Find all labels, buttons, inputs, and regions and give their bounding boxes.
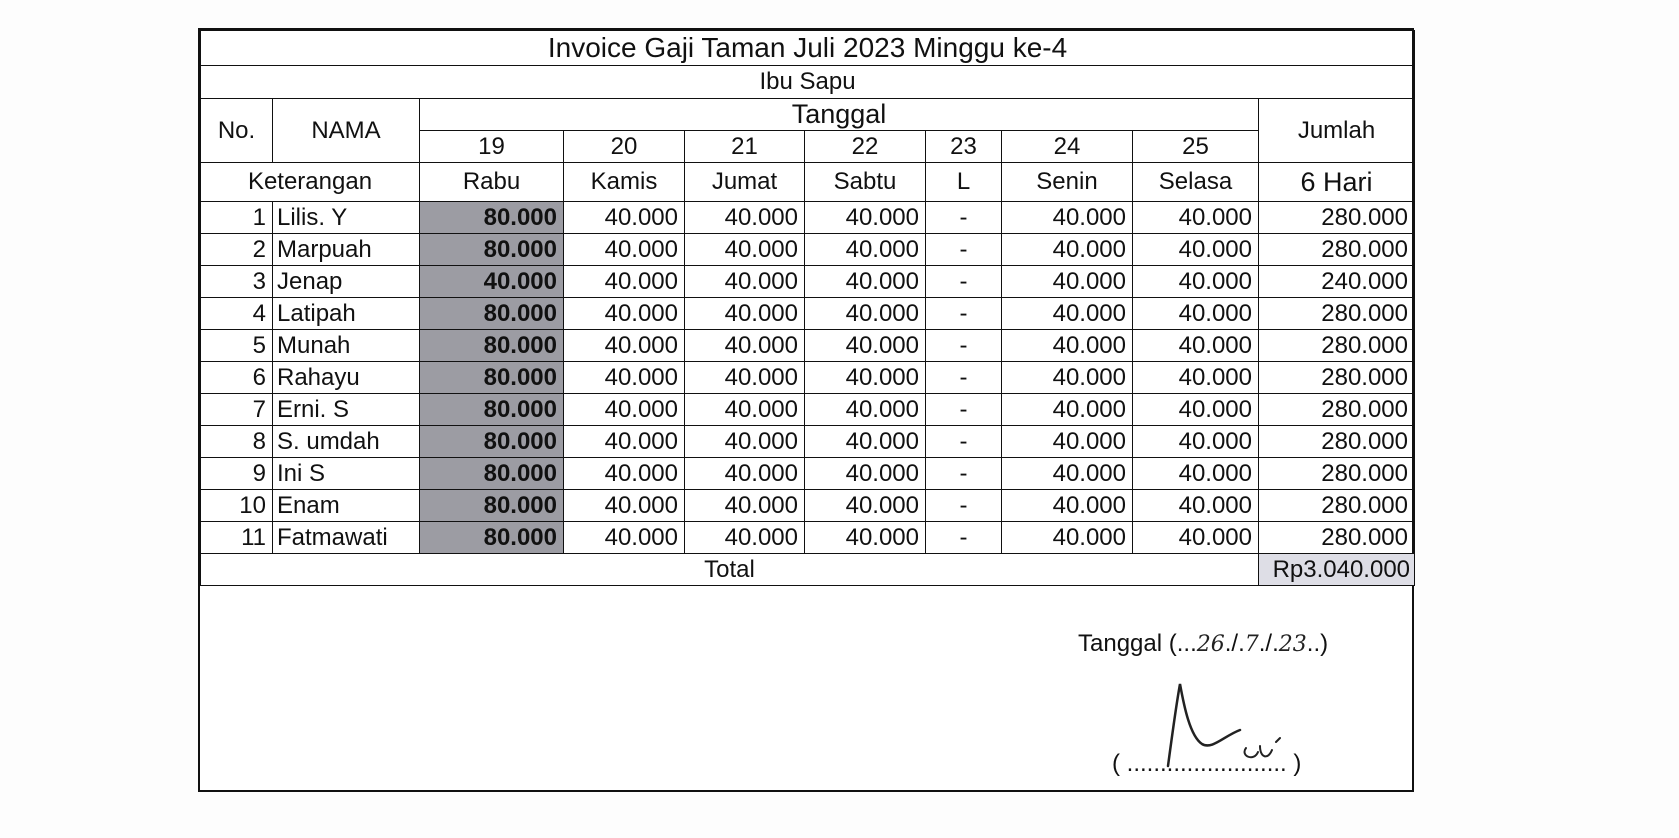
row-value: 80.000 — [420, 426, 564, 458]
row-name: Erni. S — [273, 394, 420, 426]
row-no: 1 — [201, 202, 273, 234]
row-value: 40.000 — [1002, 298, 1133, 330]
row-value: 40.000 — [805, 298, 926, 330]
row-no: 4 — [201, 298, 273, 330]
row-value: - — [926, 458, 1002, 490]
row-value: - — [926, 490, 1002, 522]
row-value: 40.000 — [564, 234, 685, 266]
table-row — [201, 426, 1415, 458]
row-value: 40.000 — [564, 426, 685, 458]
row-value: 40.000 — [685, 490, 805, 522]
row-value: 40.000 — [1002, 522, 1133, 554]
row-total: 280.000 — [1259, 490, 1415, 522]
date-cell-20: 20 — [564, 131, 685, 163]
table-row — [201, 394, 1415, 426]
row-value: 40.000 — [1002, 458, 1133, 490]
row-value: 40.000 — [685, 234, 805, 266]
row-name: Marpuah — [273, 234, 420, 266]
row-value: 40.000 — [805, 202, 926, 234]
row-value: 40.000 — [564, 490, 685, 522]
row-value: 40.000 — [805, 266, 926, 298]
row-name: S. umdah — [273, 426, 420, 458]
row-value: 40.000 — [1002, 202, 1133, 234]
row-value: - — [926, 202, 1002, 234]
row-value: 40.000 — [1133, 426, 1259, 458]
date-cell-25: 25 — [1133, 131, 1259, 163]
footer-date-day: 26 — [1196, 632, 1225, 657]
table-row — [201, 490, 1415, 522]
row-value: 40.000 — [1002, 266, 1133, 298]
row-value: 40.000 — [564, 394, 685, 426]
row-value: 40.000 — [1133, 266, 1259, 298]
date-cell-21: 21 — [685, 131, 805, 163]
row-value: 40.000 — [685, 202, 805, 234]
row-value: 40.000 — [685, 426, 805, 458]
row-total: 280.000 — [1259, 234, 1415, 266]
footer-date-line: Tanggal (...26./.7./.23..) — [1078, 630, 1329, 657]
date-cell-22: 22 — [805, 131, 926, 163]
total-row — [201, 554, 1415, 586]
signer-close-paren: ) — [1293, 750, 1302, 777]
grand-total: Rp3.040.000 — [1259, 554, 1415, 586]
row-no: 11 — [201, 522, 273, 554]
row-value: 40.000 — [1133, 298, 1259, 330]
row-name: Rahayu — [273, 362, 420, 394]
row-total: 280.000 — [1259, 298, 1415, 330]
footer-date-month: 7 — [1244, 632, 1259, 657]
row-name: Latipah — [273, 298, 420, 330]
row-no: 8 — [201, 426, 273, 458]
row-value: 40.000 — [805, 362, 926, 394]
row-value: 40.000 — [564, 458, 685, 490]
invoice-sheet — [198, 28, 1414, 792]
row-value: 40.000 — [1002, 234, 1133, 266]
row-value: 80.000 — [420, 298, 564, 330]
row-value: 40.000 — [685, 458, 805, 490]
row-value: 40.000 — [564, 330, 685, 362]
row-name: Lilis. Y — [273, 202, 420, 234]
days-total-cell: 6 Hari — [1259, 163, 1415, 202]
row-value: 40.000 — [685, 394, 805, 426]
date-cell-24: 24 — [1002, 131, 1133, 163]
day-cell-1: Kamis — [564, 163, 685, 202]
row-value: 40.000 — [1002, 362, 1133, 394]
invoice-subtitle: Ibu Sapu — [201, 66, 1415, 99]
row-name: Enam — [273, 490, 420, 522]
row-value: 40.000 — [564, 202, 685, 234]
row-value: 40.000 — [805, 234, 926, 266]
header-no: No. — [201, 99, 273, 163]
row-name: Ini S — [273, 458, 420, 490]
row-value: 40.000 — [1133, 394, 1259, 426]
row-value: - — [926, 362, 1002, 394]
row-value: 40.000 — [564, 298, 685, 330]
row-total: 280.000 — [1259, 330, 1415, 362]
header-jumlah: Jumlah — [1259, 99, 1415, 163]
row-total: 280.000 — [1259, 362, 1415, 394]
signer-dots: ........................ — [1126, 750, 1287, 777]
row-value: 40.000 — [1133, 458, 1259, 490]
row-value: 40.000 — [1133, 490, 1259, 522]
day-cell-2: Jumat — [685, 163, 805, 202]
row-name: Fatmawati — [273, 522, 420, 554]
table-row — [201, 330, 1415, 362]
row-value: 40.000 — [805, 394, 926, 426]
row-value: 40.000 — [685, 330, 805, 362]
footer-tanggal-label: Tanggal ( — [1078, 630, 1177, 657]
day-cell-0: Rabu — [420, 163, 564, 202]
row-no: 10 — [201, 490, 273, 522]
row-value: 40.000 — [420, 266, 564, 298]
date-cell-19: 19 — [420, 131, 564, 163]
date-cell-23: 23 — [926, 131, 1002, 163]
row-value: 40.000 — [1002, 330, 1133, 362]
invoice-table — [200, 30, 1415, 586]
row-value: 40.000 — [805, 490, 926, 522]
row-value: 40.000 — [1002, 394, 1133, 426]
row-value: 80.000 — [420, 490, 564, 522]
table-row — [201, 362, 1415, 394]
row-value: 80.000 — [420, 458, 564, 490]
row-value: 40.000 — [805, 330, 926, 362]
row-value: 40.000 — [564, 362, 685, 394]
day-cell-6: Selasa — [1133, 163, 1259, 202]
row-total: 280.000 — [1259, 522, 1415, 554]
header-keterangan: Keterangan — [201, 163, 420, 202]
row-value: 40.000 — [685, 298, 805, 330]
row-value: 80.000 — [420, 330, 564, 362]
row-total: 280.000 — [1259, 394, 1415, 426]
row-value: 80.000 — [420, 234, 564, 266]
signer-line — [1112, 750, 1301, 778]
row-value: 40.000 — [805, 426, 926, 458]
row-value: - — [926, 266, 1002, 298]
table-row — [201, 266, 1415, 298]
total-label: Total — [201, 554, 1259, 586]
row-no: 3 — [201, 266, 273, 298]
footer-date-year: 23 — [1278, 632, 1307, 657]
row-value: 80.000 — [420, 202, 564, 234]
row-value: - — [926, 426, 1002, 458]
row-total: 280.000 — [1259, 426, 1415, 458]
invoice-title: Invoice Gaji Taman Juli 2023 Minggu ke-4 — [201, 31, 1415, 66]
row-value: 40.000 — [1133, 362, 1259, 394]
row-value: - — [926, 298, 1002, 330]
row-value: 40.000 — [1133, 330, 1259, 362]
table-row — [201, 234, 1415, 266]
row-total: 240.000 — [1259, 266, 1415, 298]
row-value: 40.000 — [1002, 426, 1133, 458]
row-value: 40.000 — [805, 522, 926, 554]
row-value: 40.000 — [564, 522, 685, 554]
row-value: 80.000 — [420, 522, 564, 554]
footer-close-paren: ) — [1320, 630, 1329, 657]
table-row — [201, 522, 1415, 554]
table-row — [201, 458, 1415, 490]
row-value: 40.000 — [1133, 202, 1259, 234]
row-value: 80.000 — [420, 394, 564, 426]
day-cell-5: Senin — [1002, 163, 1133, 202]
row-name: Munah — [273, 330, 420, 362]
row-value: 40.000 — [1133, 522, 1259, 554]
header-tanggal: Tanggal — [420, 99, 1259, 131]
row-value: - — [926, 234, 1002, 266]
row-value: 40.000 — [1002, 490, 1133, 522]
day-cell-4: L — [926, 163, 1002, 202]
table-row — [201, 202, 1415, 234]
row-value: - — [926, 394, 1002, 426]
row-no: 6 — [201, 362, 273, 394]
row-no: 5 — [201, 330, 273, 362]
row-value: 40.000 — [1133, 234, 1259, 266]
row-value: - — [926, 330, 1002, 362]
row-total: 280.000 — [1259, 458, 1415, 490]
table-row — [201, 298, 1415, 330]
signer-open-paren: ( — [1112, 750, 1120, 777]
row-value: 40.000 — [685, 266, 805, 298]
day-cell-3: Sabtu — [805, 163, 926, 202]
row-value: 40.000 — [685, 362, 805, 394]
row-no: 9 — [201, 458, 273, 490]
row-value: - — [926, 522, 1002, 554]
row-value: 40.000 — [805, 458, 926, 490]
row-name: Jenap — [273, 266, 420, 298]
row-value: 40.000 — [685, 522, 805, 554]
row-no: 7 — [201, 394, 273, 426]
row-no: 2 — [201, 234, 273, 266]
row-value: 80.000 — [420, 362, 564, 394]
row-total: 280.000 — [1259, 202, 1415, 234]
row-value: 40.000 — [564, 266, 685, 298]
header-nama: NAMA — [273, 99, 420, 163]
signature-area — [200, 586, 1412, 777]
days-row — [201, 163, 1415, 202]
